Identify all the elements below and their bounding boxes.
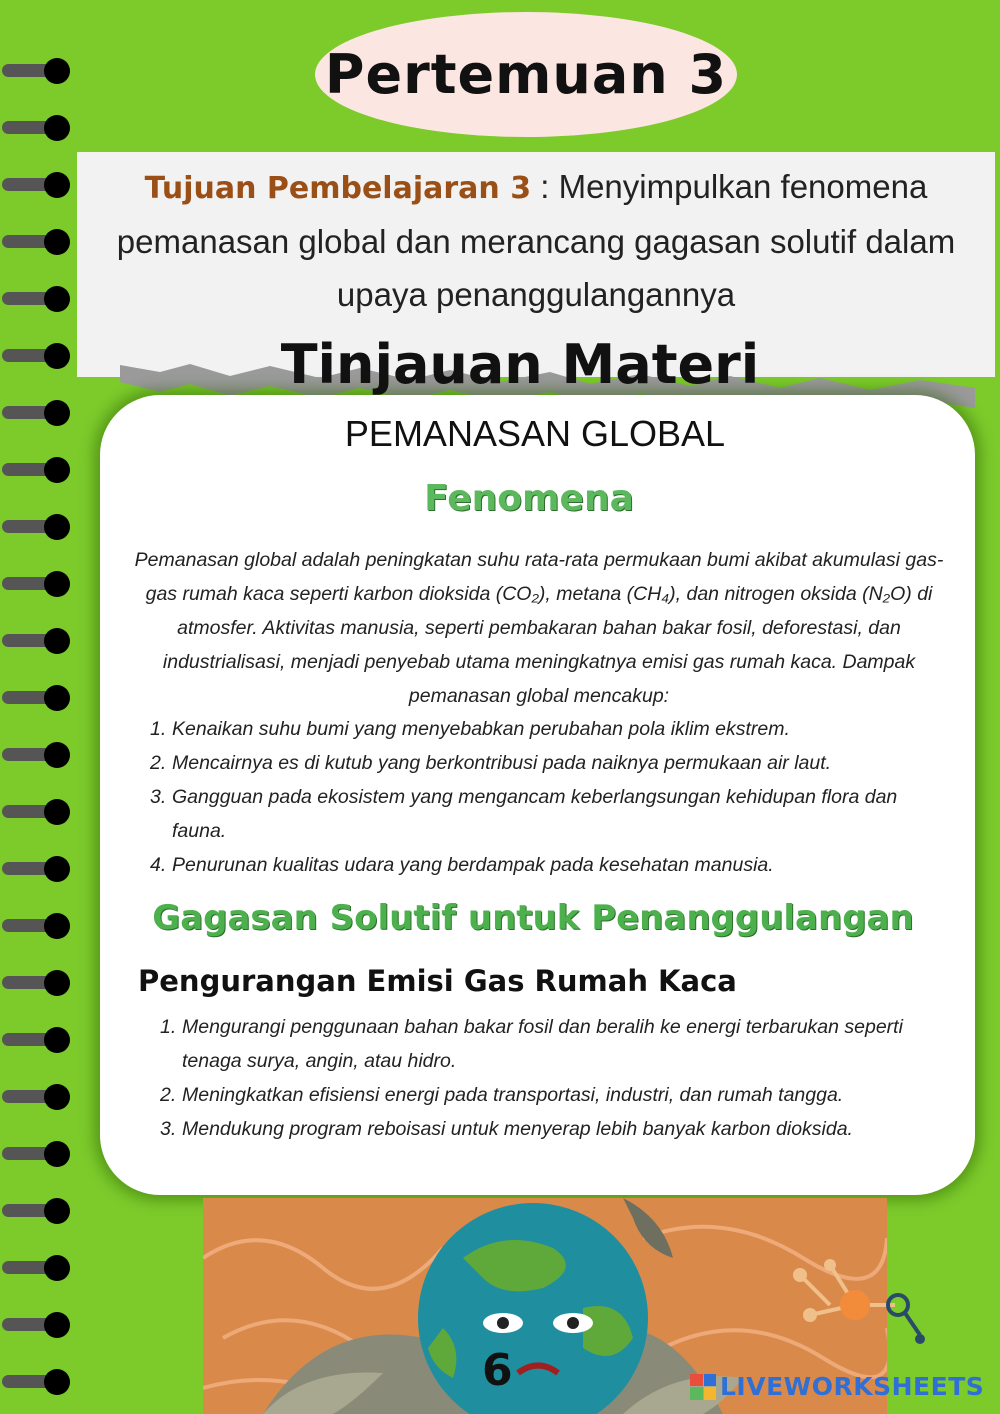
spiral-binding bbox=[0, 0, 80, 1414]
spiral-ring bbox=[2, 970, 72, 996]
watermark-text: LIVEWORKSHEETS bbox=[720, 1372, 985, 1401]
spiral-ring bbox=[2, 742, 72, 768]
fenomena-paragraph: Pemanasan global adalah peningkatan suhu rata-rata permukaan bumi akibat akumulasi gas-gas rumah kaca seperti karbon dioksida (CO₂), metana (CH₄), dan nitrogen oksida (N₂O) di atmosfer. Aktivitas manusia, seperti pembakaran bahan bakar fosil, deforestasi, dan industrialisasi, menjadi penyebab utama meningkatnya emisi gas rumah kaca. Dampak pemanasan global mencakup: bbox=[134, 549, 944, 707]
spiral-ring bbox=[2, 1369, 72, 1395]
list-item: 4. Penurunan kualitas udara yang berdampak pada kesehatan manusia. bbox=[150, 854, 774, 876]
fenomena-heading: Fenomena bbox=[424, 478, 634, 519]
impact-list bbox=[150, 712, 940, 882]
objective-separator: : bbox=[531, 168, 559, 205]
page-number: 6 bbox=[482, 1345, 513, 1396]
spiral-ring bbox=[2, 628, 72, 654]
spiral-ring bbox=[2, 115, 72, 141]
list-item: 1. Kenaikan suhu bumi yang menyebabkan perubahan pola iklim ekstrem. bbox=[150, 718, 790, 740]
spiral-ring bbox=[2, 856, 72, 882]
spiral-ring bbox=[2, 58, 72, 84]
objective-label: Tujuan Pembelajaran 3 bbox=[144, 171, 532, 206]
solutions-heading: Gagasan Solutif untuk Penanggulangan bbox=[152, 898, 914, 938]
spiral-ring bbox=[2, 1255, 72, 1281]
learning-objective bbox=[77, 152, 995, 321]
spiral-ring bbox=[2, 1198, 72, 1224]
objective-text: Menyimpulkan fenomena pemanasan global dan merancang gagasan solutif dalam upaya penanggulangannya bbox=[116, 168, 956, 313]
list-item: 2. Meningkatkan efisiensi energi pada transportasi, industri, dan rumah tangga. bbox=[160, 1084, 844, 1106]
title-badge bbox=[315, 12, 737, 137]
list-item: 3. Gangguan pada ekosistem yang mengancam keberlangsungan kehidupan flora dan fauna. bbox=[150, 786, 898, 842]
section-heading: Tinjauan Materi bbox=[280, 333, 760, 396]
liveworksheets-watermark[interactable] bbox=[690, 1372, 984, 1401]
spiral-ring bbox=[2, 172, 72, 198]
spiral-ring bbox=[2, 571, 72, 597]
subsection-heading: Pengurangan Emisi Gas Rumah Kaca bbox=[138, 964, 737, 998]
spiral-ring bbox=[2, 799, 72, 825]
spiral-ring bbox=[2, 1027, 72, 1053]
liveworksheets-logo-icon bbox=[690, 1374, 716, 1400]
spiral-ring bbox=[2, 1141, 72, 1167]
spiral-ring bbox=[2, 685, 72, 711]
spiral-ring bbox=[2, 229, 72, 255]
list-item: 1. Mengurangi penggunaan bahan bakar fosil dan beralih ke energi terbarukan seperti tenaga surya, angin, atau hidro. bbox=[160, 1016, 903, 1072]
spiral-ring bbox=[2, 1084, 72, 1110]
spiral-ring bbox=[2, 286, 72, 312]
list-item: 2. Mencairnya es di kutub yang berkontribusi pada naiknya permukaan air laut. bbox=[150, 752, 832, 774]
list-item: 3. Mendukung program reboisasi untuk menyerap lebih banyak karbon dioksida. bbox=[160, 1118, 853, 1140]
solution-list bbox=[160, 1010, 950, 1146]
spiral-ring bbox=[2, 1312, 72, 1338]
page-title: Pertemuan 3 bbox=[324, 43, 728, 106]
molecule-decoration bbox=[780, 1255, 930, 1365]
topic-title: PEMANASAN GLOBAL bbox=[344, 413, 726, 454]
